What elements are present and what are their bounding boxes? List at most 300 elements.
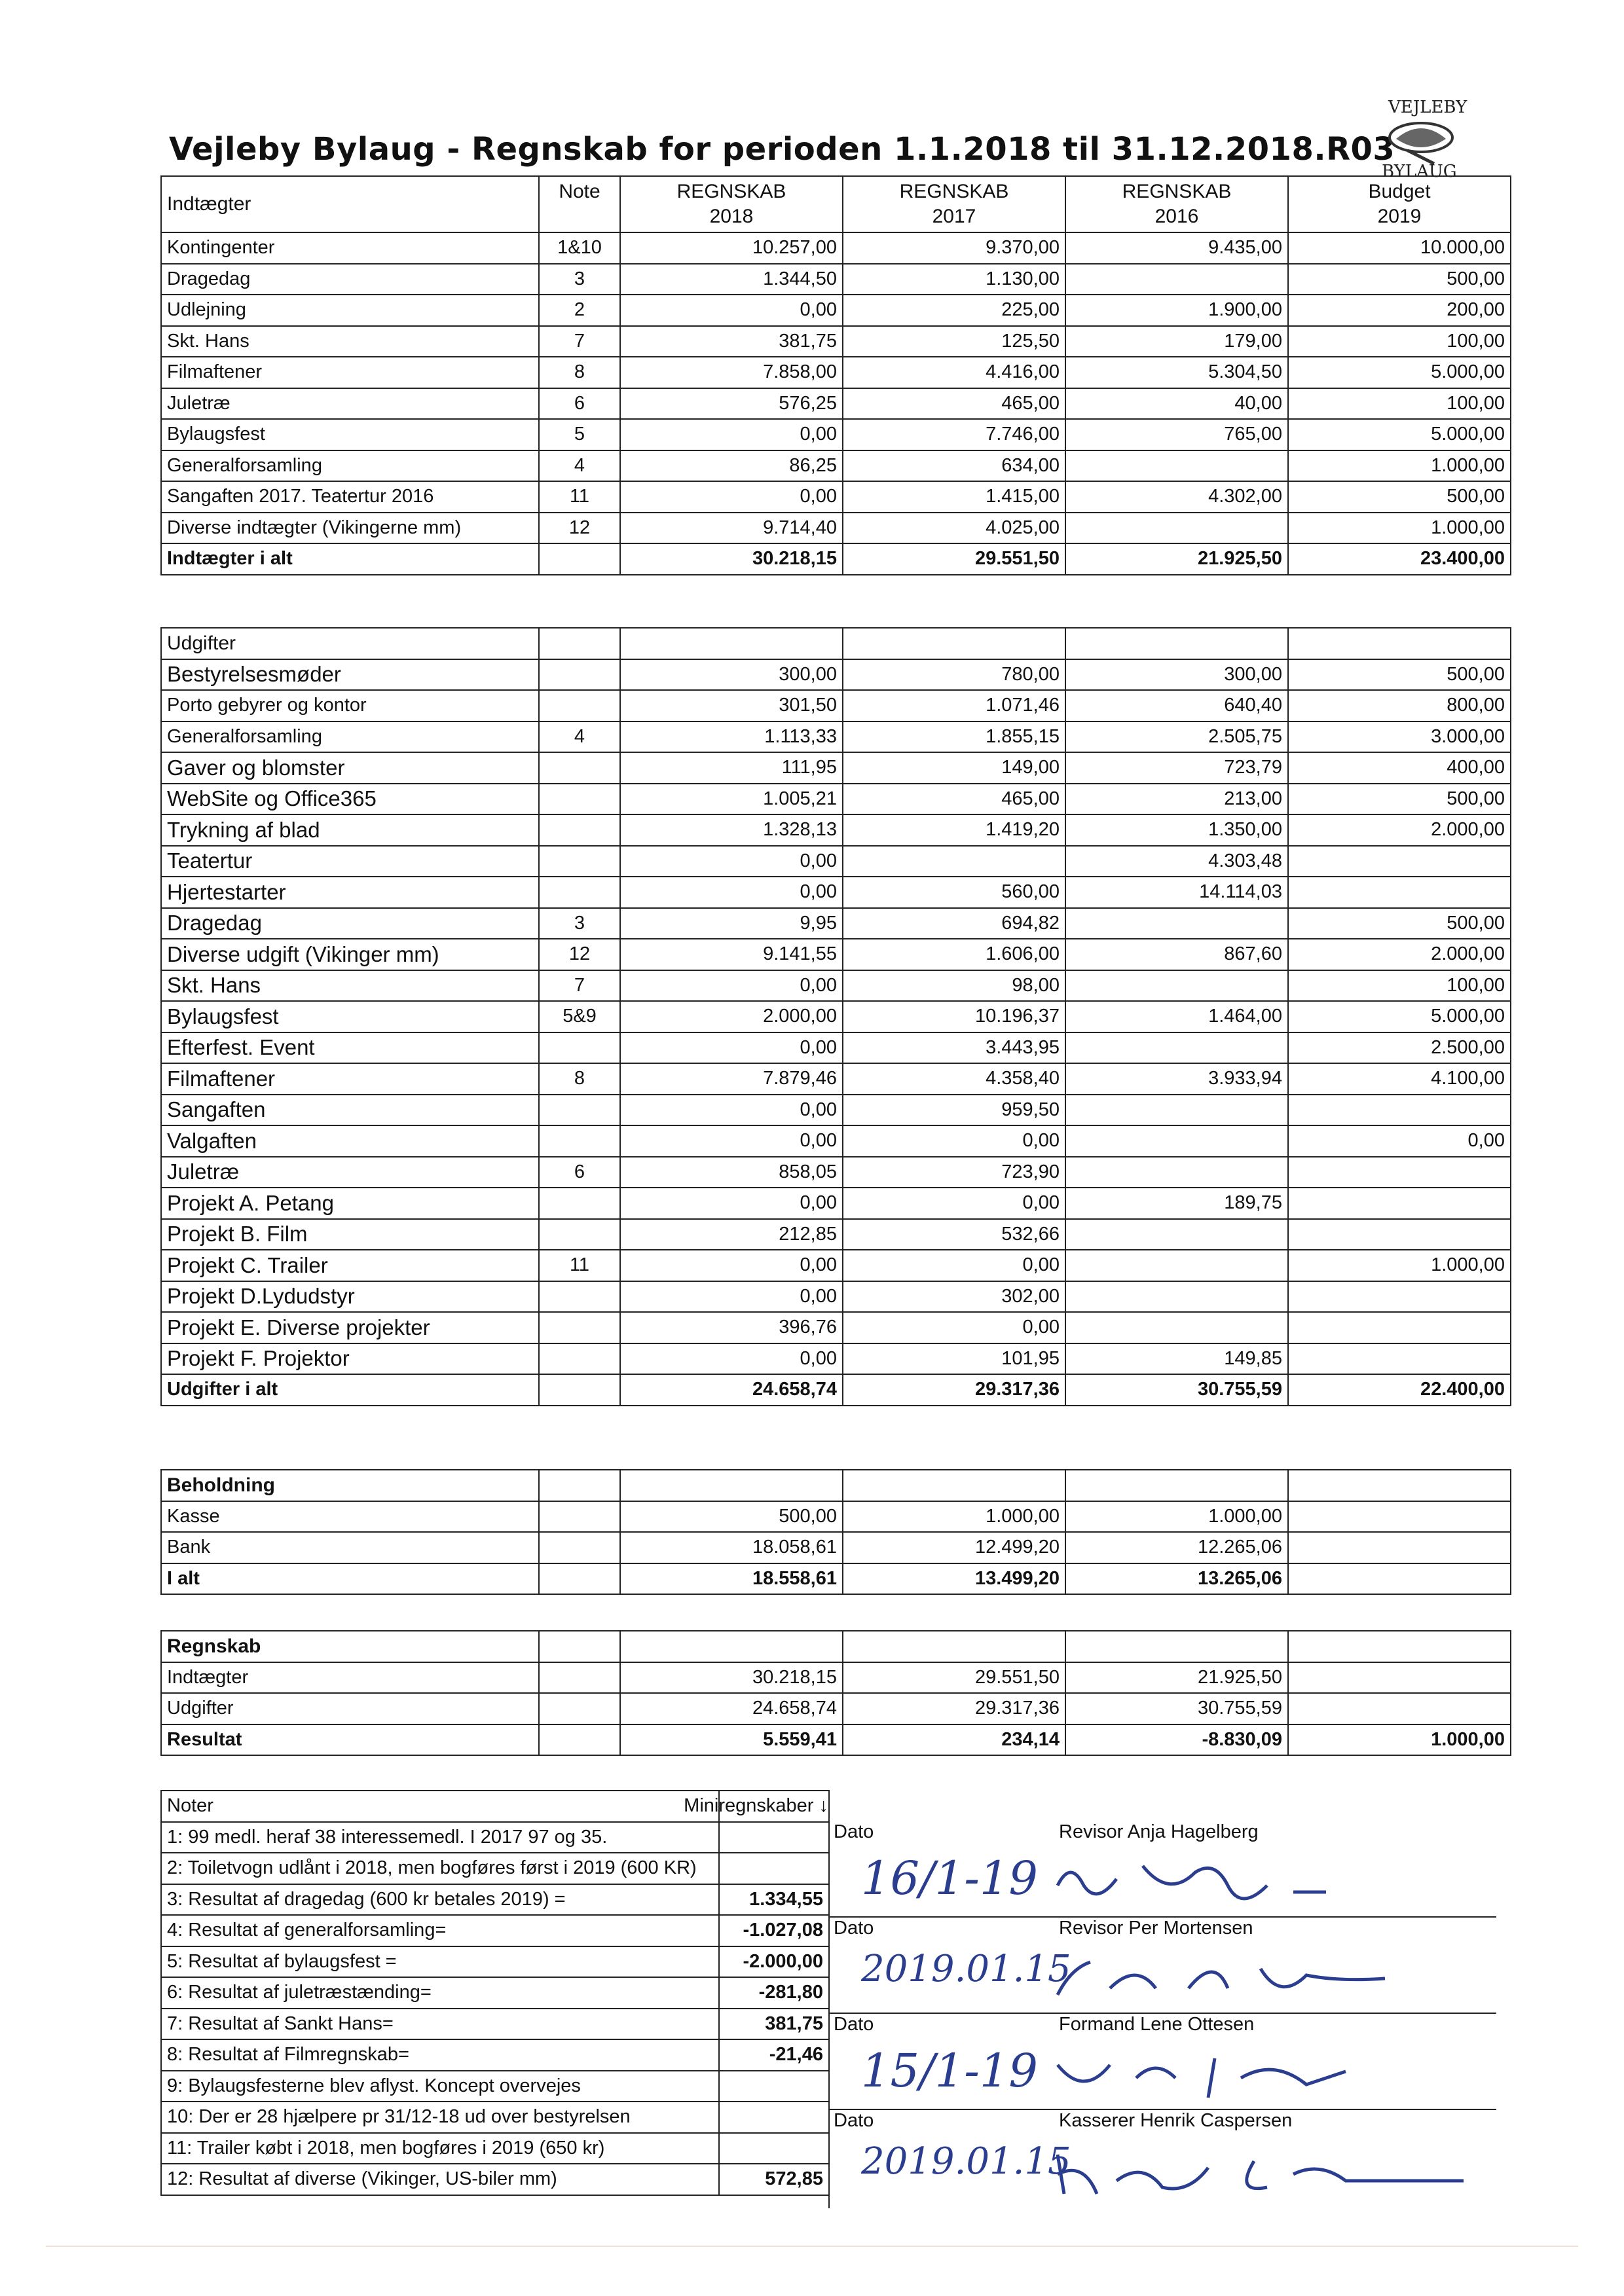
- expense-row: [161, 1001, 1511, 1032]
- row-label: I alt: [161, 1563, 539, 1595]
- row-note: 7: [539, 326, 620, 357]
- row-note: 5&9: [539, 1001, 620, 1032]
- value-2016: 867,60: [1065, 939, 1288, 970]
- row-note: 11: [539, 1250, 620, 1281]
- value-2016: -8.830,09: [1065, 1724, 1288, 1756]
- value-2018: 301,50: [620, 690, 843, 721]
- value-2017: 302,00: [843, 1281, 1065, 1313]
- expense-row: [161, 908, 1511, 939]
- income-header-row: [161, 176, 1511, 232]
- expense-table: [160, 627, 1511, 1406]
- note-row: [161, 2133, 829, 2164]
- value-2017: 225,00: [843, 295, 1065, 326]
- value-budget-2019: 500,00: [1288, 908, 1511, 939]
- row-note: [539, 1281, 620, 1313]
- row-note: 3: [539, 908, 620, 939]
- value-budget-2019: 200,00: [1288, 295, 1511, 326]
- value-2016: 213,00: [1065, 784, 1288, 815]
- note-row: [161, 2071, 829, 2102]
- expense-row: [161, 939, 1511, 970]
- row-note: 5: [539, 419, 620, 450]
- value-2016: [1065, 1125, 1288, 1157]
- value-2018: 18.558,61: [620, 1563, 843, 1595]
- row-label: Udgifter: [161, 1693, 539, 1724]
- note-value: [719, 1822, 829, 1853]
- value-budget-2019: 500,00: [1288, 264, 1511, 295]
- value-2017: 29.317,36: [843, 1374, 1065, 1406]
- value-2016: 30.755,59: [1065, 1374, 1288, 1406]
- row-note: 8: [539, 357, 620, 388]
- value-2017: 959,50: [843, 1095, 1065, 1126]
- note-text: 1: 99 medl. heraf 38 interessemedl. I 2017 97 og 35.: [161, 1822, 719, 1853]
- value-budget-2019: 500,00: [1288, 481, 1511, 513]
- value-2016: 5.304,50: [1065, 357, 1288, 388]
- value-2017: [843, 846, 1065, 877]
- value-2018: 0,00: [620, 1125, 843, 1157]
- value-budget-2019: [1288, 1188, 1511, 1219]
- note-row: [161, 2009, 829, 2040]
- income-row: [161, 481, 1511, 513]
- expense-row: [161, 690, 1511, 721]
- row-label: Kontingenter: [161, 232, 539, 264]
- value-2016: [1065, 450, 1288, 482]
- note-value: 1.334,55: [719, 1884, 829, 1916]
- value-2018: 18.058,61: [620, 1532, 843, 1563]
- value-budget-2019: 800,00: [1288, 690, 1511, 721]
- value-2018: 0,00: [620, 877, 843, 908]
- row-label: Diverse indtægter (Vikingerne mm): [161, 513, 539, 544]
- value-2018: 0,00: [620, 419, 843, 450]
- value-2018: 0,00: [620, 1188, 843, 1219]
- row-note: [539, 1693, 620, 1724]
- note-value: [719, 2133, 829, 2164]
- value-budget-2019: 100,00: [1288, 970, 1511, 1002]
- dato-label: Dato: [834, 2110, 874, 2131]
- value-2016: 30.755,59: [1065, 1693, 1288, 1724]
- note-row: [161, 1822, 829, 1853]
- value-2016: [1065, 1281, 1288, 1313]
- account-row: [161, 1693, 1511, 1724]
- value-2017: 634,00: [843, 450, 1065, 482]
- value-2018: 0,00: [620, 1281, 843, 1313]
- dato-label: Dato: [834, 1918, 874, 1939]
- value-budget-2019: [1288, 1312, 1511, 1343]
- value-2016: 12.265,06: [1065, 1532, 1288, 1563]
- value-2018: 24.658,74: [620, 1374, 843, 1406]
- expense-row: [161, 784, 1511, 815]
- value-2018: 396,76: [620, 1312, 843, 1343]
- income-total-row: [161, 543, 1511, 575]
- value-2016: 765,00: [1065, 419, 1288, 450]
- value-2016: 9.435,00: [1065, 232, 1288, 264]
- value-2016: 179,00: [1065, 326, 1288, 357]
- row-label: Generalforsamling: [161, 450, 539, 482]
- value-budget-2019: [1288, 1501, 1511, 1533]
- value-budget-2019: 23.400,00: [1288, 543, 1511, 575]
- account-total-row: [161, 1724, 1511, 1756]
- value-2017: 7.746,00: [843, 419, 1065, 450]
- row-note: 12: [539, 939, 620, 970]
- holding-header-label: Beholdning: [161, 1470, 539, 1501]
- note-value: [719, 2102, 829, 2133]
- value-budget-2019: 3.000,00: [1288, 721, 1511, 753]
- expense-total-row: [161, 1374, 1511, 1406]
- value-2017: 4.025,00: [843, 513, 1065, 544]
- col-header-2016: REGNSKAB 2016: [1065, 176, 1288, 232]
- row-note: [539, 814, 620, 846]
- holding-row: [161, 1532, 1511, 1563]
- value-2018: 500,00: [620, 1501, 843, 1533]
- value-2018: 300,00: [620, 659, 843, 691]
- expense-row: [161, 970, 1511, 1002]
- value-2017: 29.317,36: [843, 1693, 1065, 1724]
- income-row: [161, 419, 1511, 450]
- row-label: Porto gebyrer og kontor: [161, 690, 539, 721]
- value-2017: 0,00: [843, 1188, 1065, 1219]
- role-label: Formand Lene Ottesen: [1059, 2014, 1255, 2035]
- expense-row: [161, 1095, 1511, 1126]
- value-2017: 149,00: [843, 752, 1065, 784]
- value-2017: 9.370,00: [843, 232, 1065, 264]
- value-2017: 98,00: [843, 970, 1065, 1002]
- value-2018: 24.658,74: [620, 1693, 843, 1724]
- dato-label: Dato: [834, 2014, 874, 2035]
- value-2018: 1.344,50: [620, 264, 843, 295]
- expense-row: [161, 1281, 1511, 1313]
- note-text: 2: Toiletvogn udlånt i 2018, men bogføres først i 2019 (600 KR): [161, 1853, 719, 1884]
- income-row: [161, 450, 1511, 482]
- row-note: [539, 543, 620, 575]
- value-2017: 780,00: [843, 659, 1065, 691]
- expense-row: [161, 721, 1511, 753]
- value-budget-2019: 500,00: [1288, 659, 1511, 691]
- note-value: 572,85: [719, 2164, 829, 2195]
- value-2017: 234,14: [843, 1724, 1065, 1756]
- row-label: Teatertur: [161, 846, 539, 877]
- value-2016: 14.114,03: [1065, 877, 1288, 908]
- value-budget-2019: 100,00: [1288, 388, 1511, 420]
- value-2017: 1.071,46: [843, 690, 1065, 721]
- value-2018: 0,00: [620, 846, 843, 877]
- row-note: 11: [539, 481, 620, 513]
- page-title: Vejleby Bylaug - Regnskab for perioden 1.1.2018 til 31.12.2018.R03: [169, 131, 1395, 168]
- note-text: 8: Resultat af Filmregnskab=: [161, 2039, 719, 2071]
- row-note: [539, 690, 620, 721]
- expense-row: [161, 1312, 1511, 1343]
- value-2018: 0,00: [620, 1343, 843, 1375]
- note-value: -2.000,00: [719, 1946, 829, 1978]
- row-note: 6: [539, 1157, 620, 1188]
- value-2018: 9.141,55: [620, 939, 843, 970]
- row-note: [539, 1374, 620, 1406]
- value-2018: 7.879,46: [620, 1063, 843, 1095]
- value-budget-2019: 500,00: [1288, 784, 1511, 815]
- income-row: [161, 388, 1511, 420]
- row-note: [539, 1724, 620, 1756]
- signature-block-revisor-2: [828, 1916, 1496, 2014]
- logo-text-top: VEJLEBY: [1388, 98, 1467, 117]
- value-2017: 29.551,50: [843, 543, 1065, 575]
- value-2016: [1065, 1250, 1288, 1281]
- value-budget-2019: 22.400,00: [1288, 1374, 1511, 1406]
- row-label: Generalforsamling: [161, 721, 539, 753]
- handwritten-date: 16/1-19: [861, 1851, 1038, 1905]
- value-2017: 3.443,95: [843, 1032, 1065, 1064]
- value-budget-2019: 1.000,00: [1288, 1724, 1511, 1756]
- value-2018: 0,00: [620, 970, 843, 1002]
- row-label: Udgifter i alt: [161, 1374, 539, 1406]
- value-2016: [1065, 1032, 1288, 1064]
- bylaug-logo: [1336, 79, 1506, 190]
- value-budget-2019: 4.100,00: [1288, 1063, 1511, 1095]
- value-2018: 0,00: [620, 295, 843, 326]
- income-row: [161, 264, 1511, 295]
- row-note: [539, 1501, 620, 1533]
- value-2016: [1065, 908, 1288, 939]
- expense-row: [161, 1157, 1511, 1188]
- row-label: Kasse: [161, 1501, 539, 1533]
- value-2016: 1.464,00: [1065, 1001, 1288, 1032]
- row-note: [539, 1032, 620, 1064]
- row-label: Dragedag: [161, 264, 539, 295]
- value-2017: 125,50: [843, 326, 1065, 357]
- row-label: Indtægter: [161, 1662, 539, 1694]
- value-budget-2019: [1288, 1532, 1511, 1563]
- expense-row: [161, 1063, 1511, 1095]
- value-2017: 0,00: [843, 1312, 1065, 1343]
- note-text: 5: Resultat af bylaugsfest =: [161, 1946, 719, 1978]
- row-note: [539, 1532, 620, 1563]
- value-2017: 694,82: [843, 908, 1065, 939]
- value-budget-2019: 0,00: [1288, 1125, 1511, 1157]
- value-budget-2019: 10.000,00: [1288, 232, 1511, 264]
- income-row: [161, 232, 1511, 264]
- expense-row: [161, 877, 1511, 908]
- note-row: [161, 2102, 829, 2133]
- row-note: 8: [539, 1063, 620, 1095]
- value-2018: 576,25: [620, 388, 843, 420]
- value-budget-2019: 400,00: [1288, 752, 1511, 784]
- value-2018: 86,25: [620, 450, 843, 482]
- value-budget-2019: 5.000,00: [1288, 419, 1511, 450]
- expense-row: [161, 1219, 1511, 1250]
- expense-row: [161, 846, 1511, 877]
- notes-title: Noter: [167, 1795, 213, 1817]
- holding-table: [160, 1469, 1511, 1595]
- role-label: Revisor Anja Hagelberg: [1059, 1821, 1259, 1842]
- note-value: [719, 2071, 829, 2102]
- value-2018: 0,00: [620, 1250, 843, 1281]
- note-text: 11: Trailer købt i 2018, men bogføres i 2019 (650 kr): [161, 2133, 719, 2164]
- value-2016: 1.900,00: [1065, 295, 1288, 326]
- note-value: -281,80: [719, 1977, 829, 2009]
- income-row: [161, 357, 1511, 388]
- value-2018: 1.113,33: [620, 721, 843, 753]
- value-2016: 300,00: [1065, 659, 1288, 691]
- row-label: Juletræ: [161, 1157, 539, 1188]
- value-2017: 10.196,37: [843, 1001, 1065, 1032]
- row-note: 12: [539, 513, 620, 544]
- row-label: Sangaften 2017. Teatertur 2016: [161, 481, 539, 513]
- value-2016: 640,40: [1065, 690, 1288, 721]
- row-note: [539, 659, 620, 691]
- holding-header-row: [161, 1470, 1511, 1501]
- value-2017: 4.416,00: [843, 357, 1065, 388]
- value-budget-2019: 2.000,00: [1288, 939, 1511, 970]
- role-label: Kasserer Henrik Caspersen: [1059, 2110, 1293, 2131]
- row-label: Hjertestarter: [161, 877, 539, 908]
- row-label: Bylaugsfest: [161, 1001, 539, 1032]
- row-note: [539, 1312, 620, 1343]
- note-row: [161, 1977, 829, 2009]
- value-2016: 4.302,00: [1065, 481, 1288, 513]
- note-text: 3: Resultat af dragedag (600 kr betales 2019) =: [161, 1884, 719, 1916]
- value-2017: 101,95: [843, 1343, 1065, 1375]
- value-budget-2019: 1.000,00: [1288, 450, 1511, 482]
- row-label: Projekt F. Projektor: [161, 1343, 539, 1375]
- value-budget-2019: [1288, 1157, 1511, 1188]
- note-row: [161, 1915, 829, 1946]
- signature-block-revisor-1: [828, 1820, 1496, 1918]
- income-header-label: Indtægter: [161, 176, 539, 232]
- value-2018: 0,00: [620, 1095, 843, 1126]
- value-2016: [1065, 1157, 1288, 1188]
- value-2017: 12.499,20: [843, 1532, 1065, 1563]
- value-budget-2019: [1288, 1281, 1511, 1313]
- row-note: [539, 1662, 620, 1694]
- holding-total-row: [161, 1563, 1511, 1595]
- note-text: 4: Resultat af generalforsamling=: [161, 1915, 719, 1946]
- row-note: [539, 752, 620, 784]
- value-2016: [1065, 1219, 1288, 1250]
- note-header: Note: [539, 176, 620, 232]
- logo-text-bottom: BYLAUG: [1382, 162, 1457, 181]
- row-note: [539, 1125, 620, 1157]
- note-text: 10: Der er 28 hjælpere pr 31/12-18 ud over bestyrelsen: [161, 2102, 719, 2133]
- value-2017: 560,00: [843, 877, 1065, 908]
- expense-row: [161, 1032, 1511, 1064]
- row-note: 6: [539, 388, 620, 420]
- row-label: Projekt D.Lydudstyr: [161, 1281, 539, 1313]
- value-2016: [1065, 970, 1288, 1002]
- down-arrow-icon: ↓: [819, 1795, 828, 1816]
- dato-label: Dato: [834, 1821, 874, 1842]
- row-note: [539, 1188, 620, 1219]
- value-2016: 21.925,50: [1065, 1662, 1288, 1694]
- value-2018: 5.559,41: [620, 1724, 843, 1756]
- expense-row: [161, 1343, 1511, 1375]
- row-note: 7: [539, 970, 620, 1002]
- note-text: 6: Resultat af juletræstænding=: [161, 1977, 719, 2009]
- value-2018: 30.218,15: [620, 543, 843, 575]
- notes-header-row: [161, 1791, 829, 1822]
- value-2016: 3.933,94: [1065, 1063, 1288, 1095]
- value-2018: 2.000,00: [620, 1001, 843, 1032]
- value-2017: 1.415,00: [843, 481, 1065, 513]
- value-2016: [1065, 1312, 1288, 1343]
- row-note: [539, 846, 620, 877]
- col-header-2018: REGNSKAB 2018: [620, 176, 843, 232]
- col-header-budget-2019: Budget 2019: [1288, 176, 1511, 232]
- row-label: Projekt E. Diverse projekter: [161, 1312, 539, 1343]
- row-note: [539, 877, 620, 908]
- row-label: Bylaugsfest: [161, 419, 539, 450]
- expense-row: [161, 814, 1511, 846]
- note-value: 381,75: [719, 2009, 829, 2040]
- value-2018: 9,95: [620, 908, 843, 939]
- row-note: 2: [539, 295, 620, 326]
- value-2017: 723,90: [843, 1157, 1065, 1188]
- account-header-row: [161, 1631, 1511, 1662]
- row-label: Dragedag: [161, 908, 539, 939]
- value-2018: 212,85: [620, 1219, 843, 1250]
- value-2017: 1.000,00: [843, 1501, 1065, 1533]
- row-label: Projekt B. Film: [161, 1219, 539, 1250]
- note-row: [161, 2164, 829, 2195]
- row-note: [539, 1095, 620, 1126]
- role-label: Revisor Per Mortensen: [1059, 1918, 1253, 1939]
- value-2016: [1065, 513, 1288, 544]
- value-2016: 40,00: [1065, 388, 1288, 420]
- value-2018: 0,00: [620, 481, 843, 513]
- value-2017: 465,00: [843, 388, 1065, 420]
- value-2016: 2.505,75: [1065, 721, 1288, 753]
- expense-header-label: Udgifter: [161, 628, 539, 659]
- value-2016: 4.303,48: [1065, 846, 1288, 877]
- row-label: Valgaften: [161, 1125, 539, 1157]
- value-2016: 13.265,06: [1065, 1563, 1288, 1595]
- row-note: 4: [539, 721, 620, 753]
- value-2017: 465,00: [843, 784, 1065, 815]
- row-label: Skt. Hans: [161, 326, 539, 357]
- value-budget-2019: [1288, 1095, 1511, 1126]
- value-2018: 0,00: [620, 1032, 843, 1064]
- value-2018: 111,95: [620, 752, 843, 784]
- row-note: 4: [539, 450, 620, 482]
- signature-block-kasserer: [828, 2109, 1496, 2208]
- note-row: [161, 2039, 829, 2071]
- income-row: [161, 513, 1511, 544]
- value-budget-2019: 2.000,00: [1288, 814, 1511, 846]
- value-2017: 1.606,00: [843, 939, 1065, 970]
- income-row: [161, 326, 1511, 357]
- row-note: [539, 784, 620, 815]
- notes-header-label: [161, 1791, 828, 1822]
- mini-regnskaber-label: Miniregnskaber ↓: [684, 1795, 828, 1816]
- row-label: Filmaftener: [161, 357, 539, 388]
- row-label: Gaver og blomster: [161, 752, 539, 784]
- handwritten-signature: [1044, 1942, 1411, 2014]
- row-note: [539, 1219, 620, 1250]
- value-2017: 1.855,15: [843, 721, 1065, 753]
- row-label: WebSite og Office365: [161, 784, 539, 815]
- value-2016: 723,79: [1065, 752, 1288, 784]
- page-bottom-rule: [46, 2246, 1578, 2247]
- value-budget-2019: [1288, 1219, 1511, 1250]
- row-note: 3: [539, 264, 620, 295]
- expense-row: [161, 659, 1511, 691]
- expense-row: [161, 1125, 1511, 1157]
- income-table: [160, 175, 1511, 575]
- handwritten-date: 2019.01.15: [861, 2140, 1071, 2183]
- value-budget-2019: [1288, 877, 1511, 908]
- value-2016: 1.000,00: [1065, 1501, 1288, 1533]
- row-label: Efterfest. Event: [161, 1032, 539, 1064]
- value-2017: 0,00: [843, 1125, 1065, 1157]
- note-value: -21,46: [719, 2039, 829, 2071]
- handwritten-signature: [1044, 1846, 1385, 1918]
- value-2018: 9.714,40: [620, 513, 843, 544]
